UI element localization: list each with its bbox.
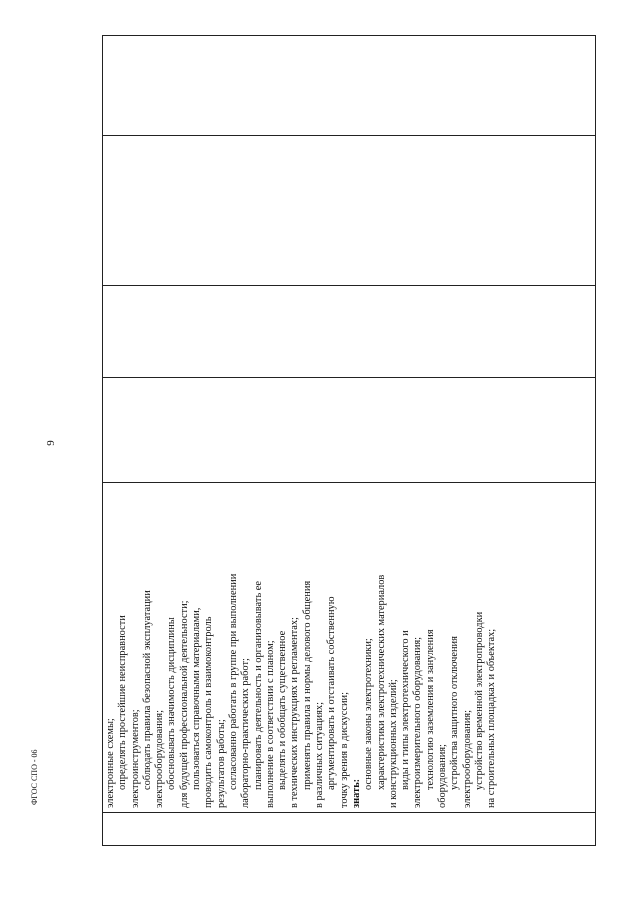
content-line: лабораторно-практических работ; [240, 658, 252, 808]
content-line: согласованно работать в группе при выполнении [227, 573, 239, 790]
content-line: в различных ситуациях; [314, 702, 326, 808]
rotated-table-wrapper [102, 36, 596, 846]
content-line: для будущей профессиональной деятельности; [178, 600, 190, 808]
curriculum-table [102, 35, 596, 846]
competency-text [103, 483, 499, 812]
content-line: в технических инструкциях и регламентах; [289, 617, 301, 808]
content-line: характеристики электротехнических материалов [375, 574, 387, 790]
content-line: пользоваться справочными материалами, [191, 607, 203, 790]
content-line: и конструкционных изделий; [387, 679, 399, 808]
content-line: точку зрения в дискуссии; [338, 692, 350, 808]
page-number: 9 [44, 440, 57, 446]
content-line: выделять и обобщать существенное [277, 630, 289, 790]
content-line: выполнение в соответствии с планом; [264, 640, 276, 808]
content-line: электроизмерительного оборудования; [412, 636, 424, 808]
content-line: аргументировать и отстаивать собственную [326, 596, 338, 790]
content-line: электрооборудования; [461, 710, 473, 808]
table-cell-content [103, 483, 596, 813]
content-line: основные законы электротехники; [363, 638, 375, 790]
content-line: виды и типы электротехнического и [400, 630, 412, 790]
content-line: определять простейшие неисправности [117, 615, 129, 790]
table-cell-empty [103, 378, 596, 483]
table-cell-index [103, 813, 596, 846]
table-cell-empty [103, 36, 596, 136]
content-line: обосновывать значимость дисциплины [166, 617, 178, 790]
content-line: оборудования; [437, 744, 449, 808]
content-line: планировать деятельность и организовывать ее [252, 581, 264, 790]
content-line: на строительных площадках и объектах; [486, 628, 498, 808]
table-cell-empty [103, 136, 596, 286]
footer-code: ФГОС СПО - 06 [30, 749, 39, 805]
content-line: результатов работы; [215, 719, 227, 808]
content-line: электроинструментов; [129, 709, 141, 808]
content-line: применять правила и нормы делового общения [301, 580, 313, 790]
table-cell-empty [103, 286, 596, 378]
content-line: знать: [350, 778, 362, 808]
content-line: электрооборудования; [154, 710, 166, 808]
content-line: устройства защитного отключения [449, 636, 461, 790]
content-line: проводить самоконтроль и взаимоконтроль [203, 616, 215, 808]
content-line: электронные схемы; [105, 718, 116, 808]
content-line: соблюдать правила безопасной эксплуатации [141, 590, 153, 790]
table-row [103, 36, 596, 846]
content-line: технологию заземления и зануления [424, 629, 436, 790]
content-line: устройство временной электропроводки [473, 611, 485, 790]
